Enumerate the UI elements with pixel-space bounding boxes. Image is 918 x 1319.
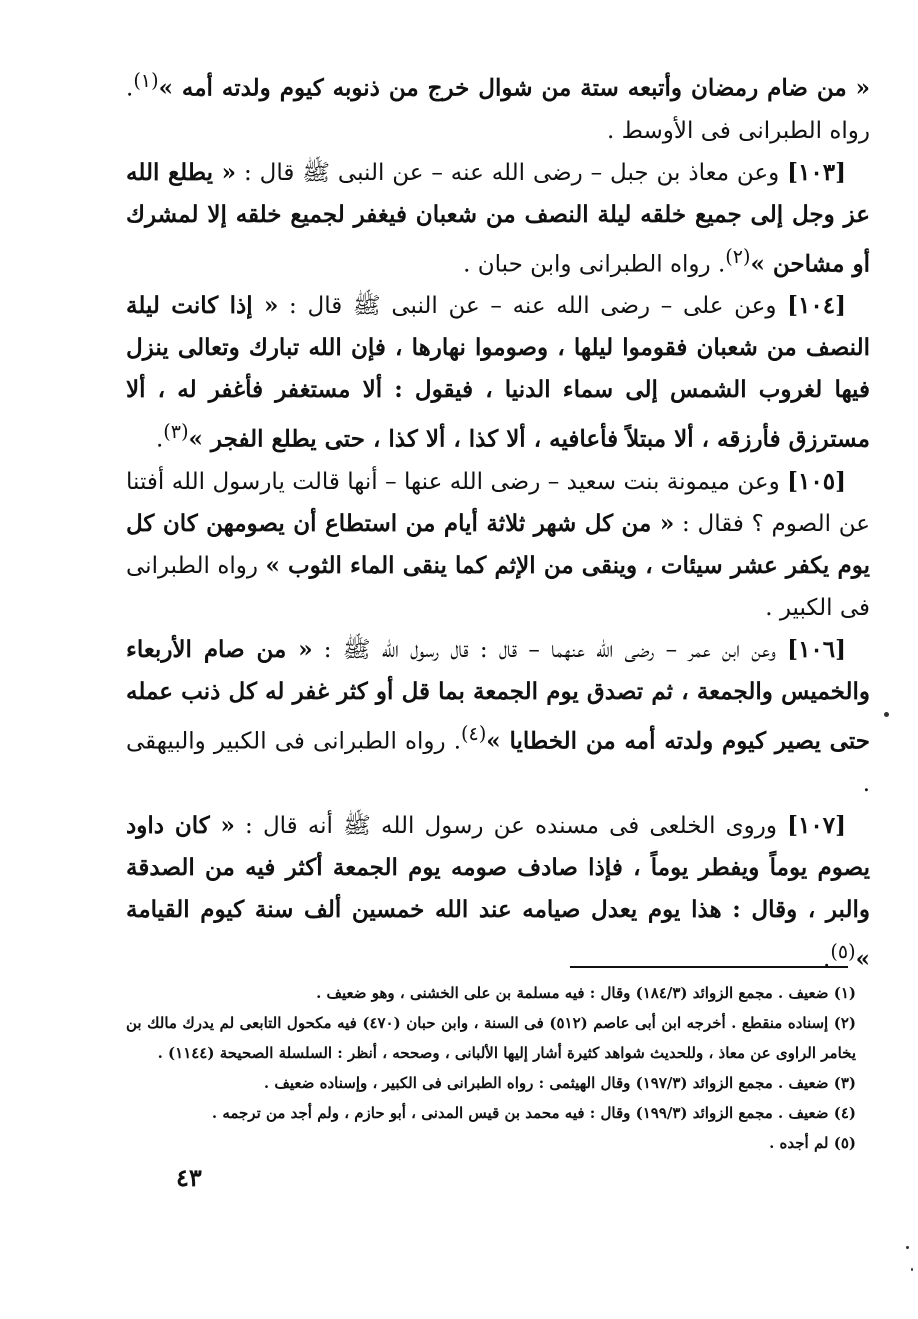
footnote-3: (٣) ضعيف . مجمع الزوائد (١٩٧/٣) وقال الهيثمى : رواه الطبرانى فى الكبير ، وإسناده ضعيف . [263,1074,856,1092]
scan-speck [884,712,889,717]
footnotes [126,978,856,1158]
paragraph-hadith-104 [126,285,870,461]
narration-text: وروى الخلعى فى مسنده عن رسول الله ﷺ أنه قال : [234,812,788,839]
footnote-marker: (٢) [725,244,751,268]
source-text: . [823,946,831,973]
quote-text: « من ضام رمضان وأتبعه ستة من شوال خرج من ذنوبه كيوم ولدته أمه » [158,74,870,102]
source-text: . رواه الطبرانى فى الأوسط . [126,75,870,144]
footnote-marker: (٥) [830,939,856,963]
footnote-5: (٥) لم أجده . [769,1134,856,1152]
source-text: . [155,426,164,453]
body-text [126,60,870,980]
paragraph-hadith-106 [126,629,870,805]
paragraph-hadith-103 [126,152,870,286]
hadith-number: [١٠٣] [787,158,846,186]
footnote-divider [570,966,848,968]
footnote-1: (١) ضعيف . مجمع الزوائد (١٨٤/٣) وقال : فيه مسلمة بن على الخشنى ، وهو ضعيف . [316,984,856,1002]
scan-speck [906,1246,909,1249]
hadith-number: [١٠٥] [787,467,846,495]
source-text: . رواه الطبرانى فى الكبير والبيهقى . [126,728,870,797]
footnote-4: (٤) ضعيف . مجمع الزوائد (١٩٩/٣) وقال : فيه محمد بن قيس المدنى ، أبو حازم ، ولم أجد من ترجمه . [211,1104,856,1122]
footnote-2: (٢) إسناده منقطع . أخرجه ابن أبى عاصم (٥١٢) فى السنة ، وابن حبان (٤٧٠) فيه مكحول التابعى لم يدرك مالك بن يخامر الراوى عن معاذ ، وللحديث شواهد كثيرة أشار إليها الألبانى ، وصححه ، أنظر : السلسلة الصحيحة (١١٤٤) . [126,1014,857,1062]
source-text: . رواه الطبرانى وابن حبان . [463,251,726,278]
footnote-marker: (٣) [163,420,189,444]
scan-speck [911,1268,913,1271]
hadith-number: [١٠٦] [787,635,847,663]
quote-text: « إذا كانت ليلة النصف من شعبان فقوموا ليلها ، وصوموا نهارها ، فإن الله تبارك وتعالى ينزل فيها لغروب الشمس إلى سماء الدنيا ، فيقول : ألا مستغفر فأغفر له ، ألا مسترزق فأرزقه ، ألا مبتلاً فأعافيه ، ألا كذا ، ألا كذا ، حتى يطلع الفجر » [126,292,870,453]
paragraph-hadith-102-end [126,60,870,152]
quote-text: « من كل شهر ثلاثة أيام من استطاع أن يصومهن كان كل يوم يكفر عشر سيئات ، وينقى من الإثم كما ينقى الماء الثوب » [126,509,870,579]
footnote-marker: (٤) [461,721,487,745]
hadith-number: [١٠٤] [787,292,846,320]
narration-text: وعن على – رضى الله عنه – عن النبى ﷺ قال : [278,293,788,320]
quote-text: « من صام الأربعاء والخميس والجمعة ، ثم تصدق يوم الجمعة بما قل أو كثر غفر له كل ذنب عمله حتى يصير كيوم ولدته أمه من الخطايا » [126,635,870,755]
page-number: ٤٣ [176,1163,202,1192]
hadith-number: [١٠٧] [787,811,846,839]
source-text: رواه الطبرانى فى الكبير . [126,552,870,621]
narration-text: وعن معاذ بن جبل – رضى الله عنه – عن النبى ﷺ قال : [236,159,788,186]
paragraph-hadith-107 [126,805,870,981]
quote-text: « كان داود يصوم يوماً ويفطر يوماً ، فإذا صادف صومه يوم الجمعة أكثر فيه من الصدقة والبر ، وقال : هذا يوم يعدل صيامه عند الله خمسين ألف سنة كيوم القيامة » [126,811,870,973]
paragraph-hadith-105 [126,461,870,629]
narration-text: وعن ابن عمر – رضى الله عنهما – قال : قال رسول الله ﷺ : [312,636,788,663]
footnote-marker: (١) [133,69,159,92]
narration-text: وعن ميمونة بنت سعيد – رضى الله عنها – أنها قالت يارسول الله أفتنا عن الصوم ؟ فقال : [126,468,871,537]
quote-text: « يطلع الله عز وجل إلى جميع خلقه ليلة النصف من شعبان فيغفر لجميع خلقه إلا لمشرك أو مشاحن » [126,158,870,278]
